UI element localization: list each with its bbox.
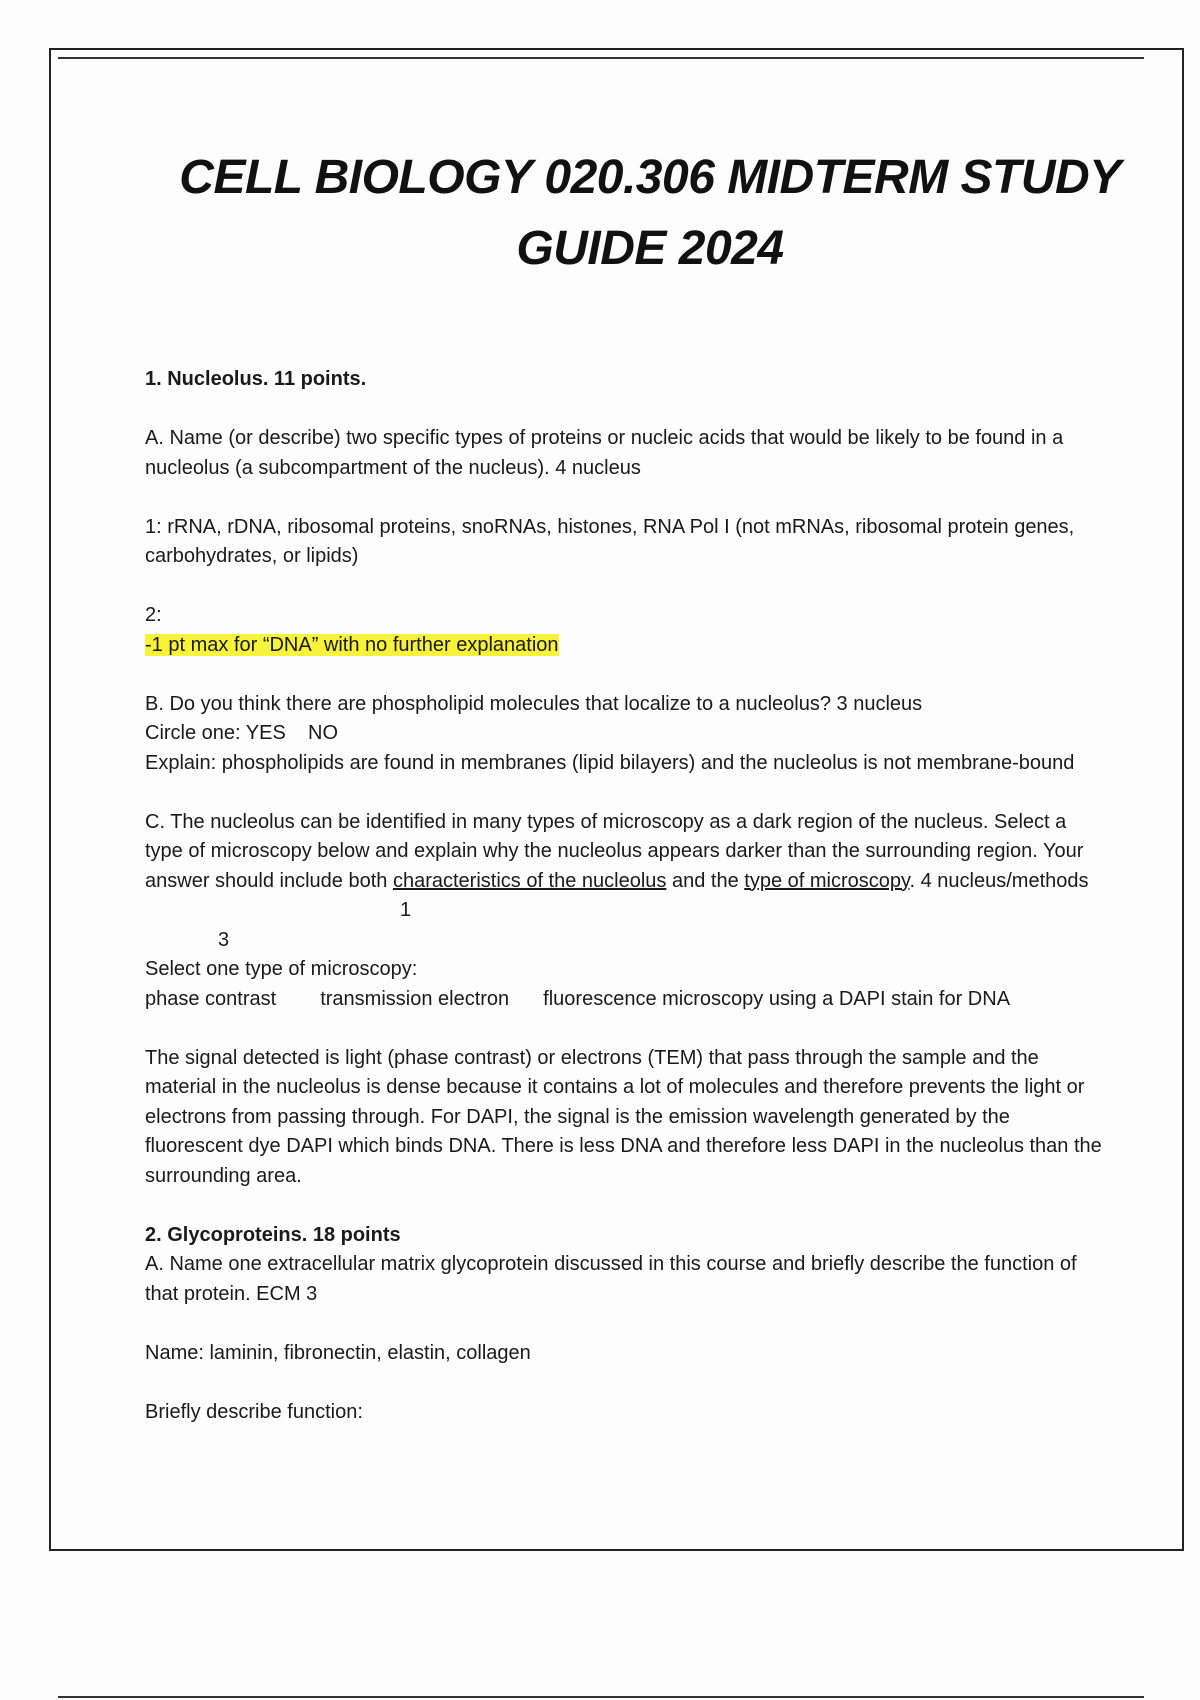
q1a-question: A. Name (or describe) two specific types of proteins or nucleic acids that would be likely to be found in a nucleolus (a subcompartment of the nucleus). 4 nucleus	[145, 427, 1064, 479]
option-transmission-electron: transmission electron	[320, 987, 510, 1010]
q1c-microscopy-options	[145, 985, 1105, 1015]
q1c-marker-1: 1	[400, 899, 412, 921]
q1a-answer-1: 1: rRNA, rDNA, ribosomal proteins, snoRNAs, histones, RNA Pol I (not mRNAs, ribosomal protein genes, carbohydrates, or lipids)	[145, 515, 1075, 567]
q2a-question: A. Name one extracellular matrix glycoprotein discussed in this course and briefly describe the function of that protein. ECM 3	[145, 1253, 1077, 1305]
q1c-select-label: Select one type of microscopy:	[145, 958, 418, 980]
q1b-explain: Explain: phospholipids are found in membranes (lipid bilayers) and the nucleolus is not membrane-bound	[145, 751, 1075, 774]
q1b-circle-one: Circle one: YES NO	[145, 722, 339, 744]
q1c-underline-characteristics: characteristics of the nucleolus	[392, 869, 667, 892]
document-title: CELL BIOLOGY 020.306 MIDTERM STUDY GUIDE 2024	[179, 151, 1121, 275]
q1c-underline-microscopy: type of microscopy	[744, 869, 910, 892]
bottom-rule	[58, 1696, 1144, 1698]
option-fluorescence-dapi: fluorescence microscopy using a DAPI stain for DNA	[543, 987, 1011, 1010]
option-phase-contrast: phase contrast	[145, 987, 277, 1010]
q1c-answer: The signal detected is light (phase contrast) or electrons (TEM) that pass through the sample and the material in the nucleolus is dense because it contains a lot of molecules and therefore prevents the light or electrons from passing through. For DAPI, the signal is the emission wavelength generated by the fluorescent dye DAPI which binds DNA. There is less DNA and therefore less DAPI in the nucleolus than the surrounding area.	[145, 1046, 1102, 1187]
q2a-function-label: Briefly describe function:	[145, 1400, 363, 1423]
q1a-highlight-note: -1 pt max for “DNA” with no further explanation	[145, 633, 559, 656]
document-body	[145, 365, 1105, 1427]
q1a-answer-2-label: 2:	[145, 604, 162, 626]
q1c-marker-3: 3	[218, 928, 230, 951]
q1-heading: 1. Nucleolus. 11 points.	[145, 368, 367, 390]
q2a-name: Name: laminin, fibronectin, elastin, collagen	[145, 1341, 531, 1364]
q2-heading: 2. Glycoproteins. 18 points	[145, 1223, 401, 1246]
q1c-question: C. The nucleolus can be identified in many types of microscopy as a dark region of the nucleus. Select a type of microscopy below and explain why the nucleolus appears darker than the surrounding region. Your answer should include both characteristics of the nucleolus and the type of microscopy. 4 nucleus/methods1	[145, 808, 1105, 926]
q1b-question: B. Do you think there are phospholipid molecules that localize to a nucleolus? 3 nucleus	[145, 692, 923, 715]
